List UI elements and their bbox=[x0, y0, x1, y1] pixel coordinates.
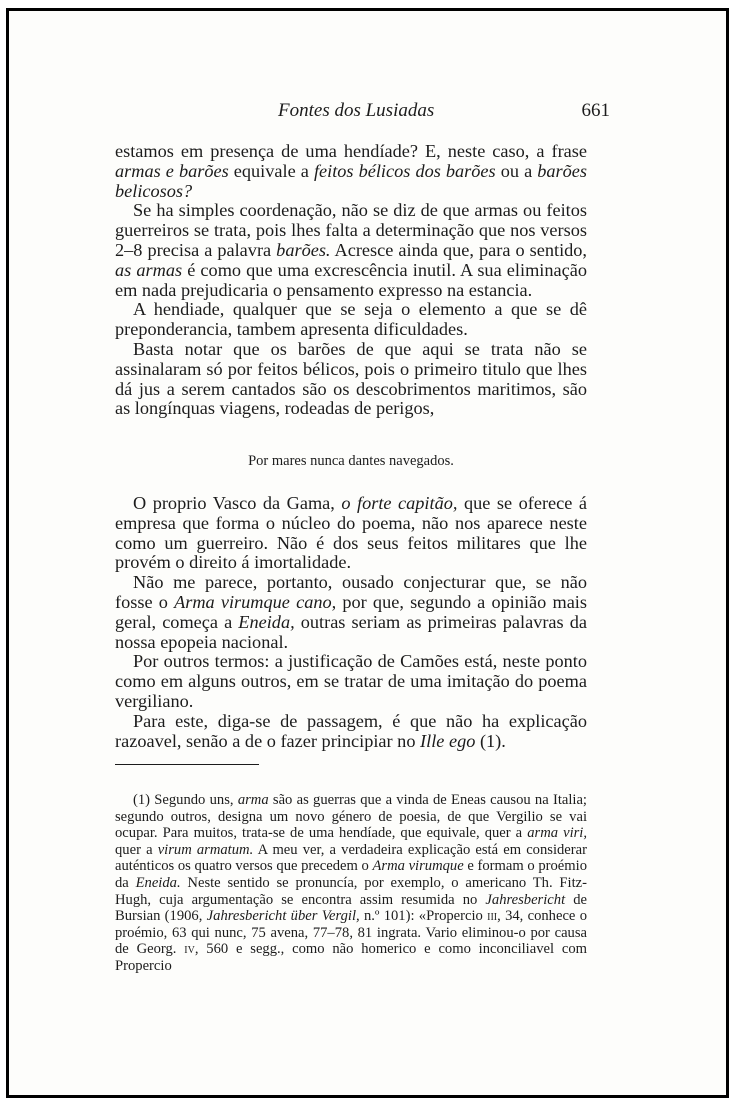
body-text-bottom bbox=[115, 494, 587, 751]
text-run: A hendiade, qualquer que se seja o elemento a que se dê preponderancia, tambem apresenta dificuldades. bbox=[115, 299, 587, 340]
running-head bbox=[110, 100, 610, 124]
footnote-rule bbox=[115, 764, 259, 765]
paragraph bbox=[115, 201, 587, 300]
text-run: Não me parece, portanto, ousado conjecturar que, se não fosse o bbox=[115, 572, 587, 612]
page-number: 661 bbox=[581, 100, 610, 121]
text-run: por que, segundo a opinião mais geral, começa a bbox=[115, 591, 587, 632]
text-run: é como que uma excrescência inutil. A sua eliminação em nada prejudicaria o pensamento expresso na estancia. bbox=[115, 259, 587, 300]
italic-text: virum armatum. bbox=[157, 841, 254, 858]
text-run: Se ha simples coordenação, não se diz de que armas ou feitos guerreiros se trata, pois lhes falta a determinação que nos versos 2–8 precisa a palavra bbox=[115, 200, 587, 260]
footnotes bbox=[115, 792, 587, 975]
text-run: que se oferece á empresa que forma o núcleo do poema, não nos aparece neste como um guerreiro. Não é dos seus feitos militares que lhe provém o direito á imortalidade. bbox=[115, 493, 587, 573]
text-run: , 560 e segg., como não homerico e como inconciliavel com Propercio bbox=[115, 941, 587, 974]
italic-text: Arma virumque bbox=[372, 858, 464, 875]
italic-text: armas e barões bbox=[115, 160, 229, 181]
paragraph bbox=[115, 494, 587, 573]
text-run: n.º 101): «Propercio bbox=[359, 908, 488, 925]
italic-text: barões belicosos? bbox=[115, 160, 588, 201]
text-run: são as guerras que a vinda de Eneas causou na Italia; segundo outros, designa um novo género de poesia, de que Vergilio se vai ocupar. Para muitos, trata-se de uma hendíade, que equivale, quer a bbox=[115, 792, 587, 842]
italic-text: Eneida. bbox=[135, 874, 181, 891]
text-run: (1) Segundo uns, bbox=[133, 792, 238, 808]
text-run: iv bbox=[184, 941, 195, 958]
verse-quote: Por mares nunca dantes navegados. bbox=[248, 453, 454, 469]
italic-text: feitos bélicos dos barões bbox=[313, 160, 496, 181]
text-run: equivale a bbox=[228, 160, 314, 181]
italic-text: arma viri, bbox=[527, 825, 588, 842]
text-run: quer a bbox=[115, 841, 158, 858]
text-run: estamos em presença de uma hendíade? E, neste caso, a frase bbox=[115, 141, 587, 161]
body-text-top bbox=[115, 142, 587, 419]
text-run: , 34, conhece o proémio, 63 qui nunc, 75 avena, 77–78, 81 ingrata. Vario eliminou-o por causa de Georg. bbox=[115, 908, 587, 958]
paragraph bbox=[115, 340, 587, 419]
footnote bbox=[115, 792, 587, 975]
italic-text: Arma virumque cano, bbox=[174, 591, 337, 612]
running-title: Fontes dos Lusiadas bbox=[278, 100, 435, 121]
paragraph bbox=[115, 573, 587, 652]
italic-text: arma bbox=[237, 792, 269, 808]
text-run: iii bbox=[487, 908, 498, 925]
text-run: ou a bbox=[495, 160, 538, 181]
paragraph bbox=[115, 652, 587, 711]
text-run: A meu ver, a verdadeira explicação está em considerar auténticos os quatro versos que precedem o bbox=[115, 841, 587, 875]
paragraph bbox=[115, 300, 587, 340]
text-run: outras seriam as primeiras palavras da nossa epopeia nacional. bbox=[115, 611, 587, 652]
paragraph bbox=[115, 142, 587, 201]
italic-text: o forte capitão, bbox=[341, 493, 458, 513]
italic-text: Eneida, bbox=[238, 611, 295, 632]
italic-text: as armas bbox=[115, 259, 183, 280]
text-run: de Bursian (1906, bbox=[115, 891, 587, 925]
paragraph bbox=[115, 712, 587, 752]
text-run: (1). bbox=[475, 730, 506, 751]
italic-text: barões. bbox=[276, 239, 331, 260]
italic-text: Jahresbericht bbox=[485, 891, 566, 908]
text-run: Acresce ainda que, para o sentido, bbox=[330, 239, 588, 260]
text-run: Por outros termos: a justificação de Camões está, neste ponto como em alguns outros, em se tratar de uma imitação do poema vergiliano. bbox=[115, 651, 587, 711]
text-run: Neste sentido se pronuncía, por exemplo, o americano Th. Fitz-Hugh, cuja argumentação se encontra assim resumida no bbox=[115, 874, 587, 908]
text-run: Basta notar que os barões de que aqui se trata não se assinalaram só por feitos bélicos, pois o primeiro titulo que lhes dá jus a serem cantados são os descobrimentos maritimos, são as longínquas viagens, rodeadas de perigos, bbox=[115, 338, 587, 419]
italic-text: Jahresbericht über Vergil, bbox=[206, 908, 360, 925]
text-run: Para este, diga-se de passagem, é que não ha explicação razoavel, senão a de o fazer principiar no bbox=[115, 710, 587, 751]
text-run: O proprio Vasco da Gama, bbox=[133, 493, 342, 513]
italic-text: Ille ego bbox=[420, 730, 476, 751]
text-run: e formam o proémio da bbox=[115, 858, 587, 891]
